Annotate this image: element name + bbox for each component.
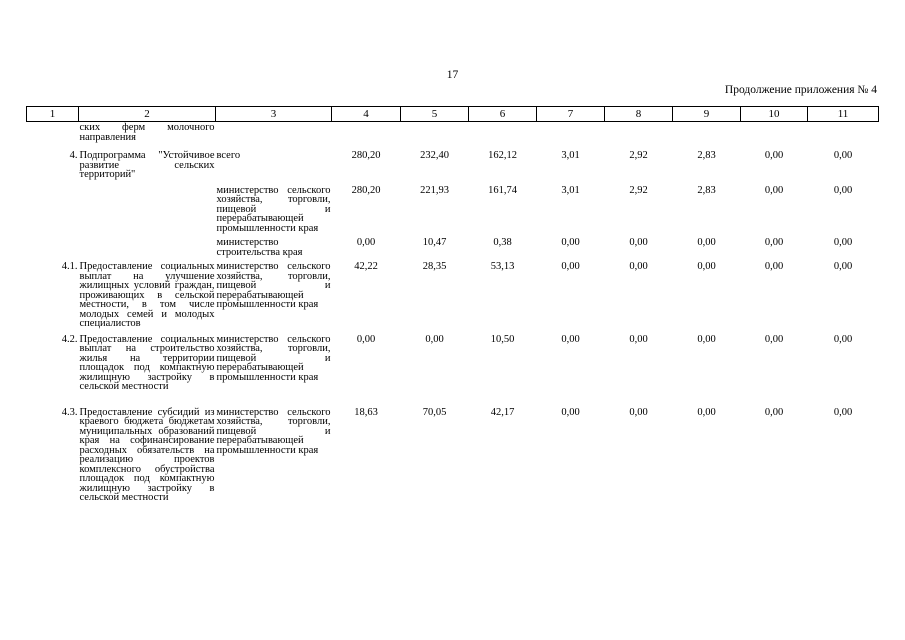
- value-cell: 42,17: [490, 406, 515, 418]
- value-cell: 0,00: [764, 150, 784, 161]
- table-row: [27, 238, 879, 262]
- activity-name: Предоставление субсидий из краевого бюджета бюджетам муниципальных образований края на софинансирование расходных обязательств на реализацию проектов комплексного обустройства площадок под компактную жилищную застройку в сельской местности: [79, 406, 215, 503]
- value-cell: 0,00: [764, 406, 784, 418]
- column-header: 5: [401, 107, 469, 122]
- value-cell: 280,20: [351, 184, 381, 196]
- executor-name: всего: [216, 150, 241, 161]
- value-cell: 0,00: [629, 261, 648, 272]
- value-cell: 0,00: [833, 237, 853, 248]
- value-cell: 0,00: [561, 406, 580, 418]
- activity-name: [79, 238, 216, 262]
- executor-name: министерство сельского хозяйства, торговли, пищевой и перерабатывающей промышленности края: [216, 406, 331, 456]
- column-header: 10: [741, 107, 808, 122]
- value-cell: 0,00: [833, 150, 853, 161]
- header-row: [27, 107, 879, 122]
- value-cell: 0,00: [833, 184, 853, 196]
- value-cell: 18,63: [354, 406, 378, 418]
- column-header: 4: [332, 107, 401, 122]
- column-header: 3: [216, 107, 332, 122]
- executor-name: министерство сельского хозяйства, торговли, пищевой и перерабатывающей промышленности края: [216, 184, 331, 234]
- table-row: [27, 262, 879, 335]
- row-number: 4.2.: [61, 333, 78, 345]
- value-cell: 0,00: [764, 237, 784, 248]
- value-cell: 42,22: [354, 261, 378, 272]
- value-cell: 0,00: [764, 333, 784, 345]
- value-cell: 3,01: [561, 150, 580, 161]
- value-cell: 10,50: [490, 333, 515, 345]
- value-cell: 28,35: [422, 261, 447, 272]
- value-cell: 2,83: [697, 184, 716, 196]
- value-cell: 221,93: [420, 184, 449, 196]
- value-cell: 0,00: [629, 406, 648, 418]
- executor-name: [216, 122, 332, 148]
- value-cell: 280,20: [351, 150, 381, 161]
- activity-name: Предоставление социальных выплат на строительство жилья на территории площадок под компактную жилищную застройку в сельской местности: [79, 333, 215, 392]
- value-cell: 0,38: [493, 237, 512, 248]
- value-cell: 0,00: [629, 333, 648, 345]
- value-cell: [605, 122, 673, 148]
- column-header: 2: [79, 107, 216, 122]
- value-cell: [741, 122, 808, 148]
- value-cell: [332, 122, 401, 148]
- column-header: 6: [469, 107, 537, 122]
- value-cell: 0,00: [697, 261, 716, 272]
- value-cell: 0,00: [697, 406, 716, 418]
- table-row: [27, 147, 879, 186]
- value-cell: 2,83: [697, 150, 716, 161]
- value-cell: 2,92: [629, 184, 648, 196]
- activity-name: Подпрограмма "Устойчивое развитие сельских территорий": [79, 150, 215, 180]
- value-cell: 232,40: [420, 150, 449, 161]
- value-cell: 0,00: [697, 333, 716, 345]
- value-cell: 0,00: [833, 406, 853, 418]
- value-cell: 0,00: [356, 333, 376, 345]
- value-cell: 3,01: [561, 184, 580, 196]
- activity-name: [79, 186, 216, 239]
- row-number: [27, 238, 79, 262]
- value-cell: 53,13: [490, 261, 515, 272]
- value-cell: 10,47: [422, 237, 447, 248]
- value-cell: 70,05: [422, 406, 447, 418]
- value-cell: [401, 122, 469, 148]
- value-cell: [537, 122, 605, 148]
- column-header: 1: [27, 107, 79, 122]
- row-number: [27, 186, 79, 239]
- value-cell: 0,00: [561, 237, 580, 248]
- value-cell: 2,92: [629, 150, 648, 161]
- appendix-table: [26, 106, 879, 505]
- table-row: [27, 122, 879, 148]
- continuation-title: Продолжение приложения № 4: [724, 84, 877, 96]
- value-cell: 0,00: [561, 261, 580, 272]
- activity-name: Предоставление социальных выплат на улучшение жилищных условий граждан, проживающих в сельской местности, в том числе молодых семей и молодых специалистов: [79, 261, 215, 329]
- value-cell: [469, 122, 537, 148]
- column-header: 11: [808, 107, 879, 122]
- value-cell: 161,74: [488, 184, 517, 196]
- executor-name: министерство сельского хозяйства, торговли, пищевой и перерабатывающей промышленности края: [216, 261, 331, 310]
- value-cell: 0,00: [561, 333, 580, 345]
- executor-name: министерство сельского хозяйства, торговли, пищевой и перерабатывающей промышленности края: [216, 333, 331, 383]
- value-cell: 162,12: [488, 150, 517, 161]
- row-number: 4.3.: [61, 406, 78, 418]
- value-cell: [808, 122, 879, 148]
- activity-name: ских ферм молочного направления: [79, 122, 215, 143]
- table-row: [27, 186, 879, 239]
- value-cell: 0,00: [764, 184, 784, 196]
- row-number: 4.1.: [61, 261, 78, 272]
- column-header: 9: [673, 107, 741, 122]
- value-cell: [673, 122, 741, 148]
- column-header: 8: [605, 107, 673, 122]
- page-number: 17: [446, 69, 459, 81]
- value-cell: 0,00: [629, 237, 648, 248]
- value-cell: 0,00: [764, 261, 784, 272]
- executor-name: министерство строительства края: [216, 237, 303, 258]
- value-cell: 0,00: [833, 261, 853, 272]
- value-cell: 0,00: [425, 333, 444, 345]
- value-cell: 0,00: [356, 237, 376, 248]
- value-cell: 0,00: [833, 333, 853, 345]
- row-number: 4.: [69, 150, 78, 161]
- table-row: [27, 335, 879, 408]
- value-cell: 0,00: [697, 237, 716, 248]
- table-row: [27, 408, 879, 505]
- column-header: 7: [537, 107, 605, 122]
- row-number: [27, 122, 79, 148]
